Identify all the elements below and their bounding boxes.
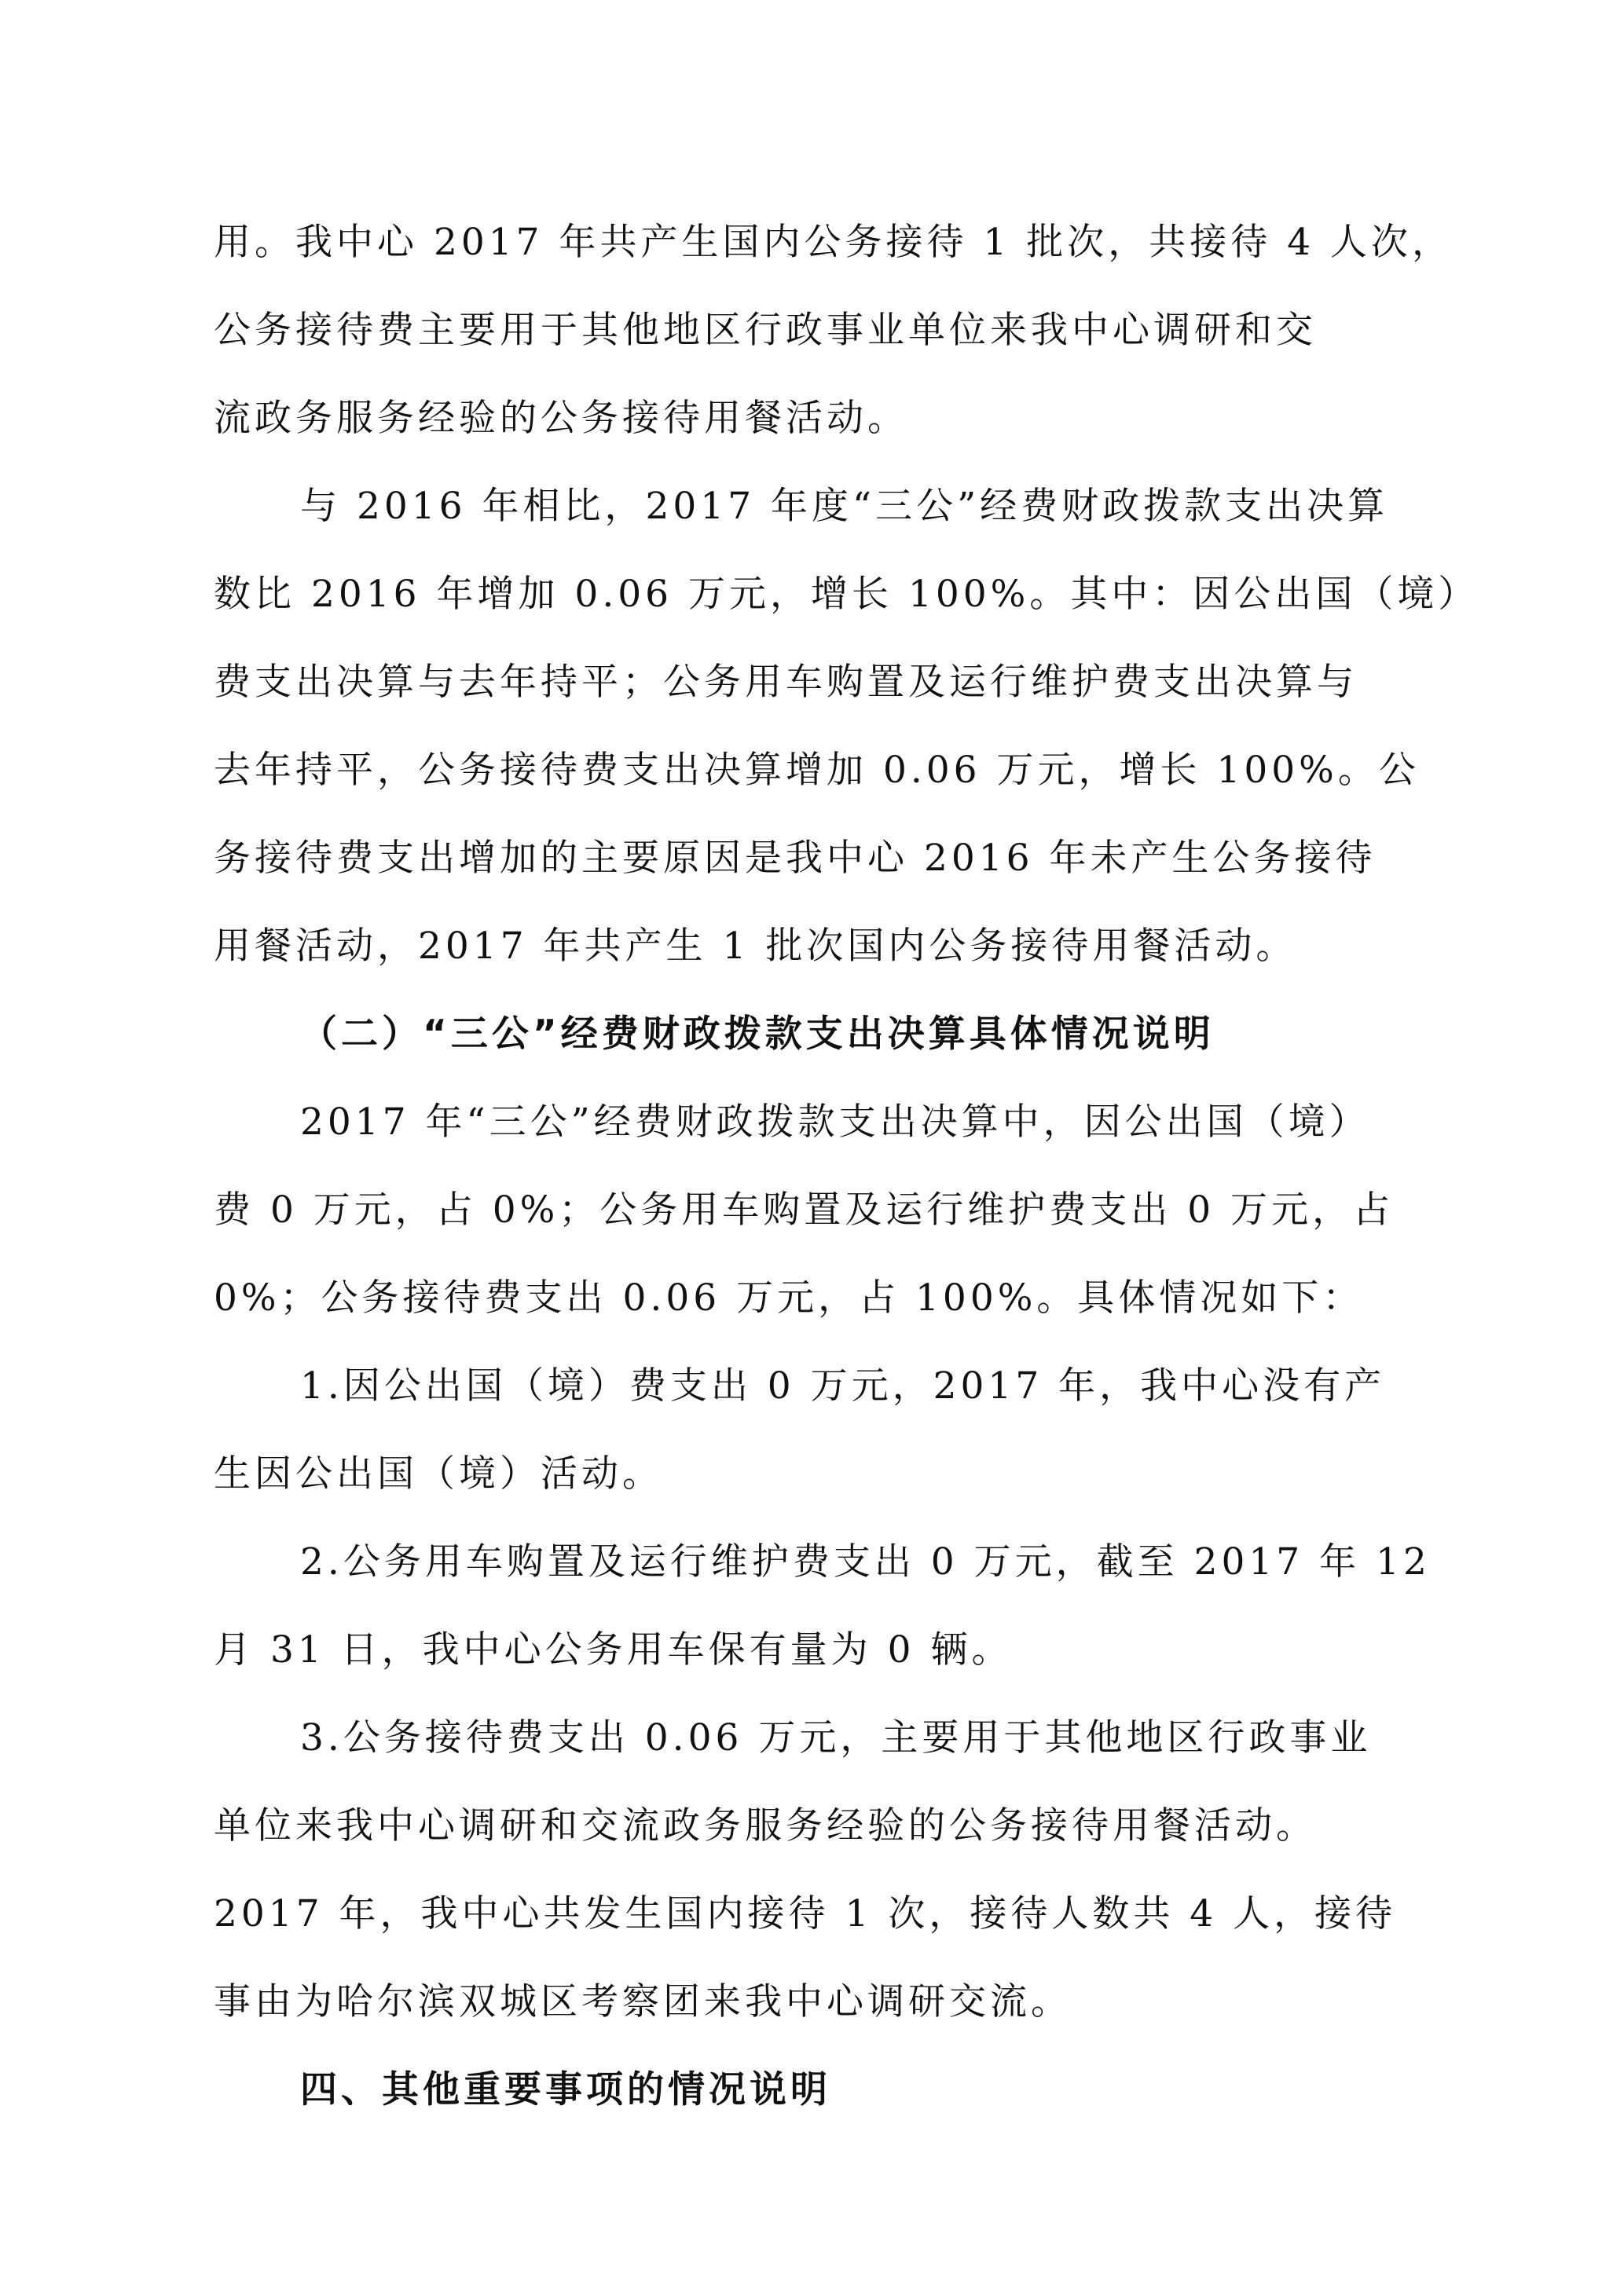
text-line: 用。我中心 2017 年共产生国内公务接待 1 批次，共接待 4 人次， [214, 221, 1454, 264]
text-line: 2017 年“三公”经费财政拨款支出决算中，因公出国（境） [300, 1100, 1370, 1144]
text-line: 2.公务用车购置及运行维护费支出 0 万元，截至 2017 年 12 [300, 1540, 1431, 1584]
text-line: 费 0 万元，占 0%；公务用车购置及运行维护费支出 0 万元，占 [214, 1188, 1395, 1232]
text-line: 月 31 日，我中心公务用车保有量为 0 辆。 [214, 1628, 1013, 1672]
section-subheading: （二）“三公”经费财政拨款支出决算具体情况说明 [300, 1013, 1215, 1056]
document-body [214, 199, 1479, 2134]
text-line: 3.公务接待费支出 0.06 万元，主要用于其他地区行政事业 [300, 1716, 1372, 1760]
text-line: 用餐活动，2017 年共产生 1 批次国内公务接待用餐活动。 [214, 925, 1297, 968]
text-line: 费支出决算与去年持平；公务用车购置及运行维护费支出决算与 [214, 661, 1358, 704]
text-line: 事由为哈尔滨双城区考察团来我中心调研交流。 [214, 1980, 1072, 2023]
text-line: 2017 年，我中心共发生国内接待 1 次，接待人数共 4 人，接待 [214, 1892, 1397, 1935]
text-line: 生因公出国（境）活动。 [214, 1452, 663, 1496]
text-line: 公务接待费主要用于其他地区行政事业单位来我中心调研和交 [214, 309, 1317, 352]
text-line: 与 2016 年相比，2017 年度“三公”经费财政拨款支出决算 [300, 485, 1389, 528]
text-line: 去年持平，公务接待费支出决算增加 0.06 万元，增长 100%。公 [214, 749, 1420, 792]
text-line: 1.因公出国（境）费支出 0 万元，2017 年，我中心没有产 [300, 1364, 1386, 1408]
text-line: 务接待费支出增加的主要原因是我中心 2016 年未产生公务接待 [214, 837, 1377, 880]
text-line: 流政务服务经验的公务接待用餐活动。 [214, 397, 908, 440]
section-heading: 四、其他重要事项的情况说明 [300, 2068, 831, 2111]
text-line: 单位来我中心调研和交流政务服务经验的公务接待用餐活动。 [214, 1804, 1317, 1847]
text-line: 数比 2016 年增加 0.06 万元，增长 100%。其中：因公出国（境） [214, 573, 1479, 616]
text-line: 0%；公务接待费支出 0.06 万元，占 100%。具体情况如下： [214, 1276, 1364, 1320]
